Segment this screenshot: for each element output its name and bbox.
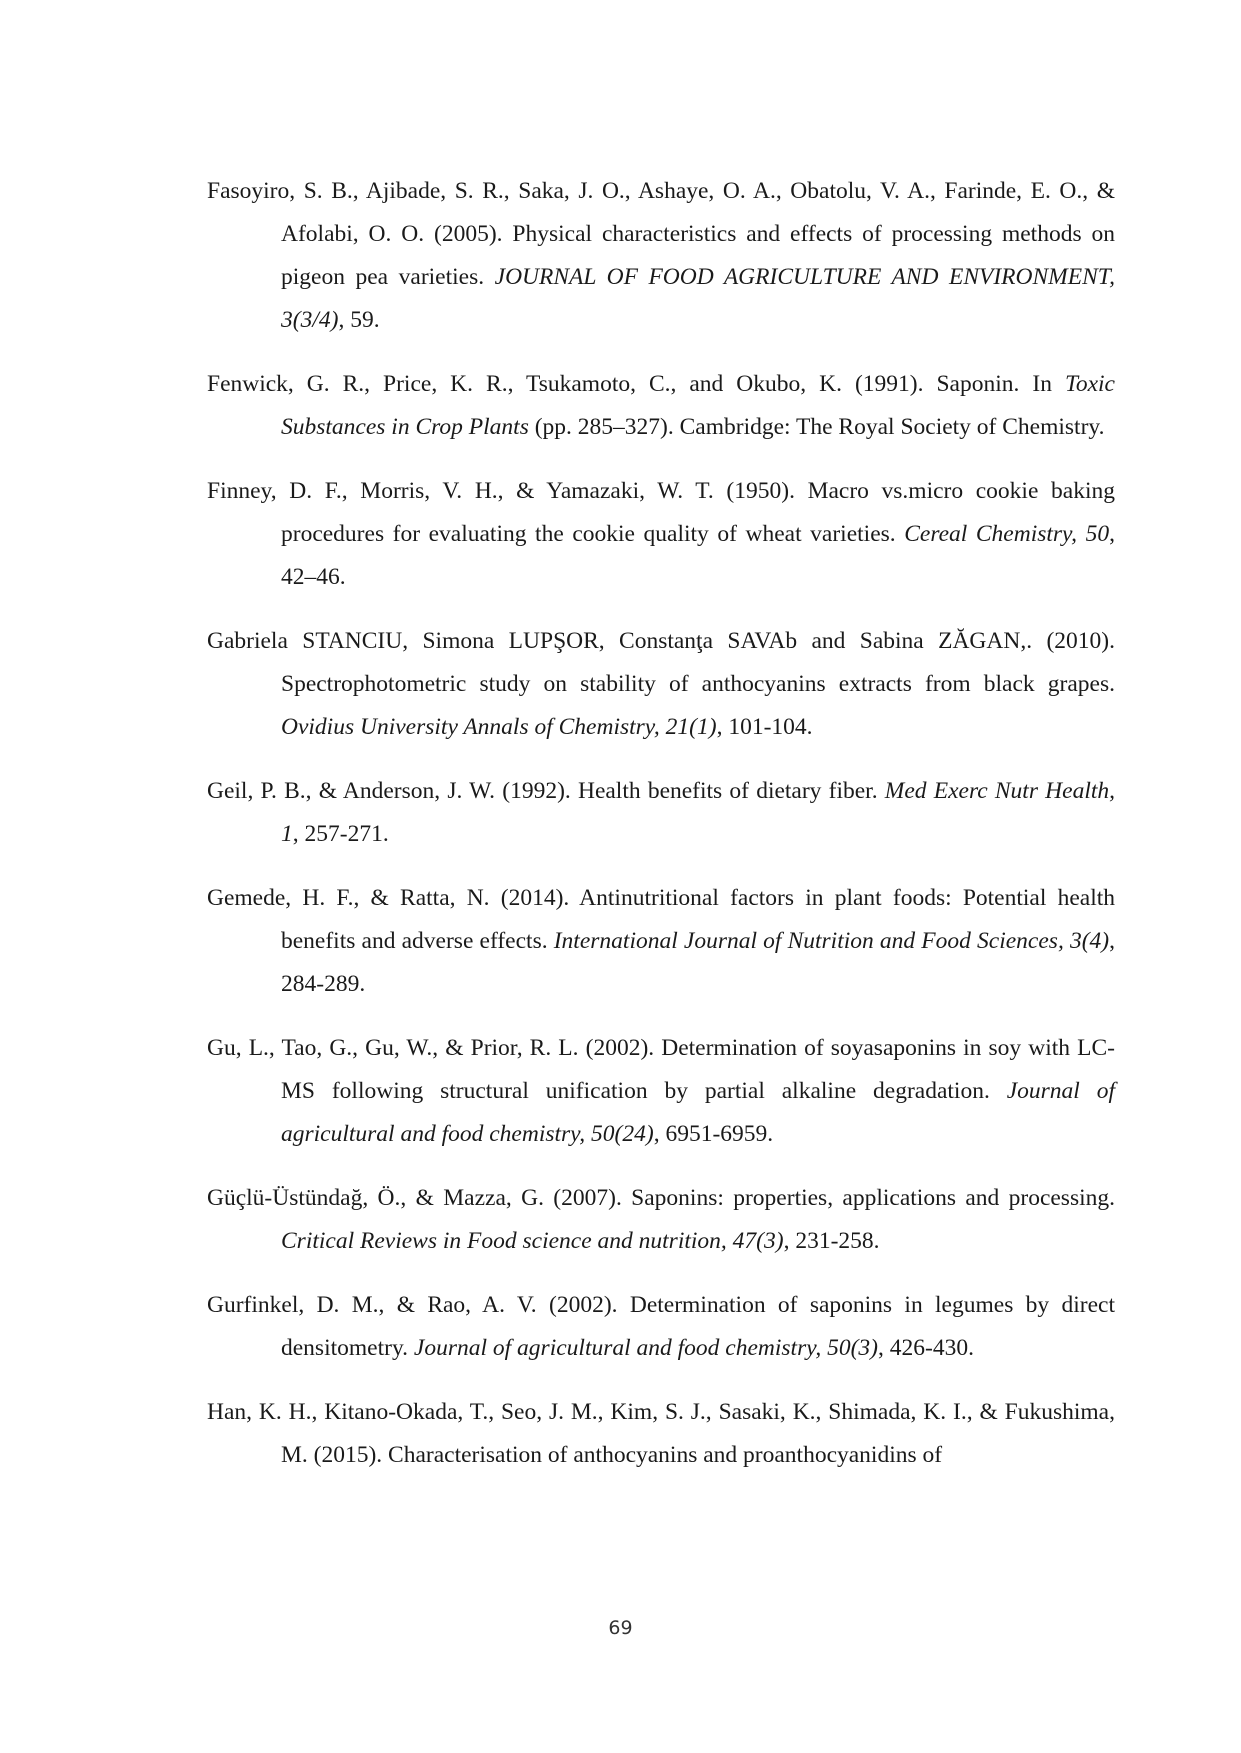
reference-details: , 59. xyxy=(338,307,380,333)
reference-details: , 257-271. xyxy=(292,821,389,847)
reference-entry xyxy=(207,1177,1115,1263)
reference-entry xyxy=(207,470,1115,599)
reference-source: International Journal of Nutrition and Food Sciences, 3(4) xyxy=(553,928,1110,954)
reference-entry xyxy=(207,770,1115,856)
reference-text: Gu, L., Tao, G., Gu, W., & Prior, R. L. (2002). Determination of soyasaponins in soy with LC-MS following structural unification by partial alkaline degradation. xyxy=(207,1035,1115,1104)
reference-source: Journal of agricultural and food chemistry, 50(3) xyxy=(413,1335,879,1361)
reference-text: Gemede, H. F., & Ratta, N. (2014). Antinutritional factors in plant foods: Potential health benefits and adverse effects. xyxy=(207,885,1115,954)
reference-entry xyxy=(207,1027,1115,1156)
reference-entry xyxy=(207,877,1115,1006)
reference-details: , 101-104. xyxy=(716,714,813,740)
reference-entry xyxy=(207,1391,1115,1477)
reference-source: Toxic Substances in Crop Plants xyxy=(281,371,1115,440)
reference-text: Güçlü-Üstündağ, Ö., & Mazza, G. (2007). Saponins: properties, applications and processing. xyxy=(207,1185,1115,1211)
reference-text: Gabriela STANCIU, Simona LUPŞOR, Constanţa SAVAb and Sabina ZĂGAN,. (2010). Spectrophotometric study on stability of anthocyanins extracts from black grapes. xyxy=(207,628,1115,697)
reference-details: , 426-430. xyxy=(878,1335,974,1361)
reference-list xyxy=(207,170,1115,1477)
reference-details: (pp. 285–327). Cambridge: The Royal Society of Chemistry. xyxy=(528,414,1105,440)
reference-details: , 42–46. xyxy=(281,521,1115,590)
reference-details: , 231-258. xyxy=(783,1228,880,1254)
reference-entry xyxy=(207,170,1115,342)
reference-source: Ovidius University Annals of Chemistry, 21(1) xyxy=(281,714,717,740)
reference-details: , 284-289. xyxy=(281,928,1115,997)
reference-source: JOURNAL OF FOOD AGRICULTURE AND ENVIRONMENT, 3(3/4) xyxy=(281,264,1115,333)
reference-text: Fenwick, G. R., Price, K. R., Tsukamoto, C., and Okubo, K. (1991). Saponin. In xyxy=(207,371,1065,397)
reference-text: Finney, D. F., Morris, V. H., & Yamazaki, W. T. (1950). Macro vs.micro cookie baking procedures for evaluating the cookie quality of wheat varieties. xyxy=(207,478,1115,547)
reference-source: Journal of agricultural and food chemistry, 50(24) xyxy=(281,1078,1115,1147)
reference-source: Cereal Chemistry, 50 xyxy=(904,521,1110,547)
page-number: 69 xyxy=(608,1617,633,1639)
reference-text: Geil, P. B., & Anderson, J. W. (1992). Health benefits of dietary fiber. xyxy=(207,778,885,804)
reference-source: Med Exerc Nutr Health, 1 xyxy=(281,778,1115,847)
reference-details: , 6951-6959. xyxy=(653,1121,774,1147)
reference-text: Gurfinkel, D. M., & Rao, A. V. (2002). Determination of saponins in legumes by direct densitometry. xyxy=(207,1292,1115,1361)
reference-entry xyxy=(207,1284,1115,1370)
reference-text: Han, K. H., Kitano-Okada, T., Seo, J. M., Kim, S. J., Sasaki, K., Shimada, K. I., & Fukushima, M. (2015). Characterisation of anthocyanins and proanthocyanidins of xyxy=(207,1399,1115,1468)
reference-entry xyxy=(207,363,1115,449)
reference-source: Critical Reviews in Food science and nutrition, 47(3) xyxy=(281,1228,784,1254)
reference-entry xyxy=(207,620,1115,749)
reference-text: Fasoyiro, S. B., Ajibade, S. R., Saka, J. O., Ashaye, O. A., Obatolu, V. A., Farinde, E. O., & Afolabi, O. O. (2005). Physical characteristics and effects of processing methods on pigeon pea varieties. xyxy=(207,178,1115,290)
